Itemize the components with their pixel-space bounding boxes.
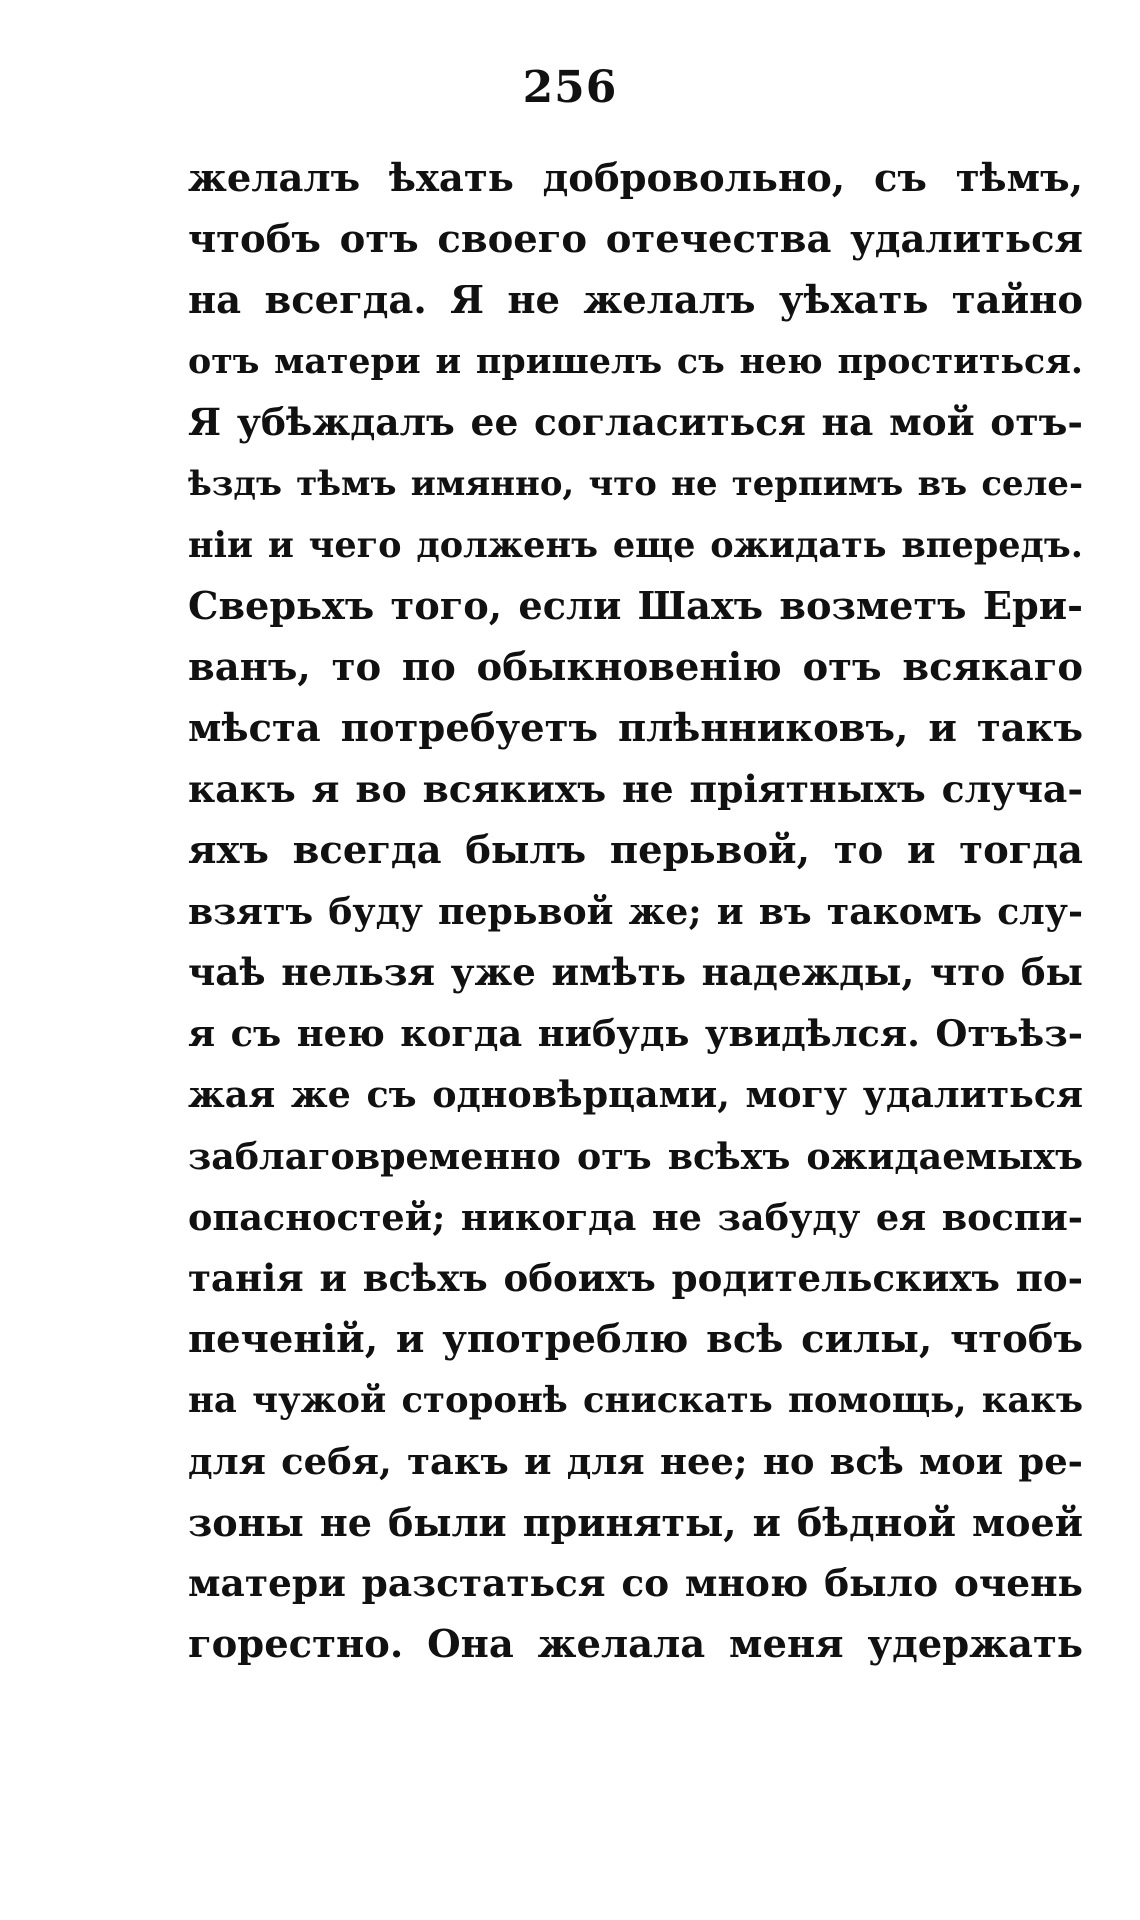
text-line-25: горестно. Она желала меня удержать bbox=[188, 1622, 1083, 1668]
text-line-7: ніи и чего долженъ еще ожидать впередъ. bbox=[188, 524, 1083, 566]
text-line-15: я съ нею когда нибудь увидѣлся. Отъѣз- bbox=[188, 1011, 1083, 1056]
text-line-5: Я убѣждалъ ее согласиться на мой отъ- bbox=[188, 400, 1083, 445]
text-line-18: опасностей; никогда не забуду ея воспи- bbox=[188, 1195, 1083, 1239]
text-line-23: зоны не были приняты, и бѣдной моей bbox=[188, 1500, 1083, 1546]
body-text bbox=[188, 148, 1083, 1675]
text-line-8: Сверьхъ того, если Шахъ возметъ Ери- bbox=[188, 583, 1083, 629]
text-line-11: какъ я во всякихъ не пріятныхъ случа- bbox=[188, 766, 1083, 811]
text-line-4: отъ матери и пришелъ съ нею проститься. bbox=[188, 341, 1083, 383]
text-line-21: на чужой сторонѣ снискать помощь, какъ bbox=[188, 1379, 1083, 1421]
text-line-9: ванъ, то по обыкновенію отъ всякаго bbox=[188, 644, 1083, 690]
text-line-24: матери разстаться со мною было очень bbox=[188, 1561, 1083, 1606]
text-line-19: танія и всѣхъ обоихъ родительскихъ по- bbox=[188, 1255, 1083, 1300]
text-line-14: чаѣ нельзя уже имѣть надежды, что бы bbox=[188, 950, 1083, 995]
text-line-6: ѣздъ тѣмъ имянно, что не терпимъ въ селе- bbox=[188, 463, 1083, 504]
text-line-10: мѣста потребуетъ плѣнниковъ, и такъ bbox=[188, 705, 1083, 751]
text-line-13: взятъ буду перьвой же; и въ такомъ слу- bbox=[188, 890, 1083, 934]
text-line-17: заблаговременно отъ всѣхъ ожидаемыхъ bbox=[188, 1134, 1083, 1178]
text-line-12: яхъ всегда былъ перьвой, то и тогда bbox=[188, 828, 1083, 874]
text-line-1: желалъ ѣхать добровольно, съ тѣмъ, bbox=[188, 156, 1083, 201]
text-line-22: для себя, такъ и для нее; но всѣ мои ре- bbox=[188, 1438, 1083, 1483]
text-line-2: чтобъ отъ своего отечества удалиться bbox=[188, 217, 1083, 263]
text-line-16: жая же съ одновѣрцами, могу удалиться bbox=[188, 1073, 1083, 1117]
text-line-3: на всегда. Я не желалъ уѣхать тайно bbox=[188, 278, 1083, 324]
text-line-20: печеній, и употреблю всѣ силы, чтобъ bbox=[188, 1316, 1083, 1362]
page-number: 256 bbox=[522, 62, 618, 113]
